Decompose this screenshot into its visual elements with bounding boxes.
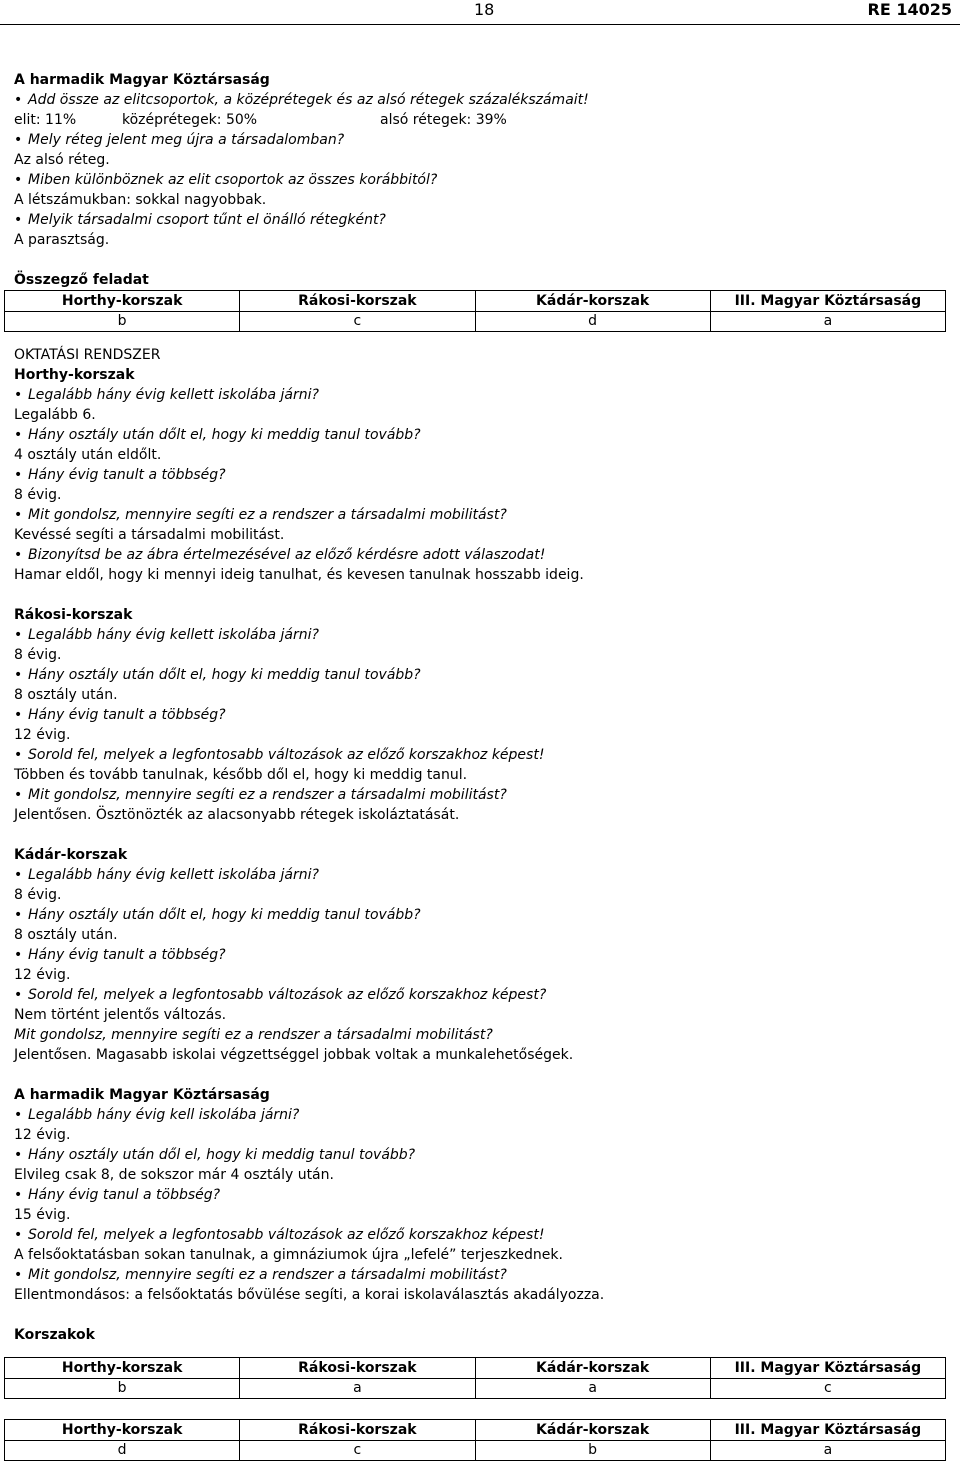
question: • Sorold fel, melyek a legfontosabb változások az előző korszakhoz képest!	[14, 745, 954, 765]
answer: Jelentősen. Magasabb iskolai végzettséggel jobbak voltak a munkalehetőségek.	[14, 1047, 574, 1063]
question: • Mit gondolsz, mennyire segíti ez a rendszer a társadalmi mobilitást?	[14, 505, 954, 525]
rakosi-section-title: Rákosi-korszak	[14, 607, 133, 623]
answer-elite: elit: 11%	[14, 112, 77, 128]
section-title-third-republic: A harmadik Magyar Köztársaság	[14, 72, 270, 88]
answer: Ellentmondásos: a felsőoktatás bővülése segíti, a korai iskolaválasztás akadályozza.	[14, 1287, 605, 1303]
periods-title: Korszakok	[14, 1327, 95, 1343]
periods-cell: a	[475, 1379, 710, 1399]
summary-header-horthy: Horthy-korszak	[5, 291, 240, 312]
periods-cell: b	[5, 1379, 240, 1399]
question: Mit gondolsz, mennyire segíti ez a rendszer a társadalmi mobilitást?	[14, 1027, 493, 1043]
question: • Hány évig tanult a többség?	[14, 465, 954, 485]
question: • Mely réteg jelent meg újra a társadalomban?	[14, 130, 954, 150]
periods-header-kadar: Kádár-korszak	[475, 1358, 710, 1379]
answer: A létszámukban: sokkal nagyobbak.	[14, 192, 267, 208]
question: • Legalább hány évig kellett iskolába járni?	[14, 625, 954, 645]
question: • Hány osztály után dőlt el, hogy ki meddig tanul tovább?	[14, 905, 954, 925]
periods-table-1	[4, 1357, 946, 1399]
page-number: 18	[474, 0, 495, 19]
periods-cell: b	[475, 1441, 710, 1461]
answer: Elvileg csak 8, de sokszor már 4 osztály után.	[14, 1167, 334, 1183]
answer: 12 évig.	[14, 967, 71, 983]
periods-table-2	[4, 1419, 946, 1461]
answer-lower: alsó rétegek: 39%	[380, 112, 507, 128]
answer: 15 évig.	[14, 1207, 71, 1223]
question: • Melyik társadalmi csoport tűnt el önálló rétegként?	[14, 210, 954, 230]
question: • Add össze az elitcsoportok, a középrétegek és az alsó rétegek százalékszámait!	[14, 90, 954, 110]
answer: 8 osztály után.	[14, 687, 118, 703]
page-header	[0, 0, 960, 26]
answer-percentages	[14, 110, 954, 130]
summary-cell: a	[710, 312, 945, 332]
answer: 12 évig.	[14, 727, 71, 743]
periods-cell: d	[5, 1441, 240, 1461]
periods-header-rakosi: Rákosi-korszak	[240, 1420, 475, 1441]
question: • Bizonyítsd be az ábra értelmezésével az előző kérdésre adott válaszodat!	[14, 545, 954, 565]
answer: Hamar eldől, hogy ki mennyi ideig tanulhat, és kevesen tanulnak hosszabb ideig.	[14, 567, 584, 583]
answer: 8 évig.	[14, 647, 62, 663]
periods-cell: c	[240, 1441, 475, 1461]
answer: 12 évig.	[14, 1127, 71, 1143]
question: • Hány évig tanult a többség?	[14, 945, 954, 965]
summary-table	[4, 290, 946, 332]
answer: A felsőoktatásban sokan tanulnak, a gimnáziumok újra „lefelé” terjeszkednek.	[14, 1247, 563, 1263]
summary-header-rakosi: Rákosi-korszak	[240, 291, 475, 312]
question: • Sorold fel, melyek a legfontosabb változások az előző korszakhoz képest!	[14, 1225, 954, 1245]
answer: A parasztság.	[14, 232, 110, 248]
periods-header-third-republic: III. Magyar Köztársaság	[710, 1358, 945, 1379]
periods-header-kadar: Kádár-korszak	[475, 1420, 710, 1441]
summary-cell: d	[475, 312, 710, 332]
periods-header-third-republic: III. Magyar Köztársaság	[710, 1420, 945, 1441]
answer: 8 osztály után.	[14, 927, 118, 943]
periods-header-horthy: Horthy-korszak	[5, 1358, 240, 1379]
header-divider	[0, 24, 960, 25]
question: • Legalább hány évig kellett iskolába járni?	[14, 385, 954, 405]
education-system-title: OKTATÁSI RENDSZER	[14, 347, 161, 363]
answer: Legalább 6.	[14, 407, 96, 423]
document-body	[14, 70, 954, 1461]
horthy-section-title: Horthy-korszak	[14, 367, 135, 383]
summary-header-kadar: Kádár-korszak	[475, 291, 710, 312]
question: • Mit gondolsz, mennyire segíti ez a rendszer a társadalmi mobilitást?	[14, 785, 954, 805]
answer: Többen és tovább tanulnak, később dől el, hogy ki meddig tanul.	[14, 767, 468, 783]
summary-cell: c	[240, 312, 475, 332]
document-id: RE 14025	[867, 0, 952, 19]
answer: 8 évig.	[14, 487, 62, 503]
answer: 8 évig.	[14, 887, 62, 903]
question: • Mit gondolsz, mennyire segíti ez a rendszer a társadalmi mobilitást?	[14, 1265, 954, 1285]
question: • Hány osztály után dőlt el, hogy ki meddig tanul tovább?	[14, 665, 954, 685]
answer: Nem történt jelentős változás.	[14, 1007, 227, 1023]
question: • Hány osztály után dől el, hogy ki meddig tanul tovább?	[14, 1145, 954, 1165]
summary-task-title: Összegző feladat	[14, 272, 149, 288]
kadar-section-title: Kádár-korszak	[14, 847, 128, 863]
question: • Legalább hány évig kell iskolába járni?	[14, 1105, 954, 1125]
summary-header-third-republic: III. Magyar Köztársaság	[710, 291, 945, 312]
question: • Hány osztály után dőlt el, hogy ki meddig tanul tovább?	[14, 425, 954, 445]
answer-middle: középrétegek: 50%	[122, 112, 258, 128]
periods-header-horthy: Horthy-korszak	[5, 1420, 240, 1441]
question: • Legalább hány évig kellett iskolába járni?	[14, 865, 954, 885]
answer: 4 osztály után eldőlt.	[14, 447, 162, 463]
periods-cell: a	[240, 1379, 475, 1399]
answer: Kevéssé segíti a társadalmi mobilitást.	[14, 527, 285, 543]
question: • Hány évig tanult a többség?	[14, 705, 954, 725]
summary-cell: b	[5, 312, 240, 332]
question: • Hány évig tanul a többség?	[14, 1185, 954, 1205]
periods-cell: c	[710, 1379, 945, 1399]
periods-header-rakosi: Rákosi-korszak	[240, 1358, 475, 1379]
question: • Miben különböznek az elit csoportok az összes korábbitól?	[14, 170, 954, 190]
third-republic-section-title: A harmadik Magyar Köztársaság	[14, 1087, 270, 1103]
answer: Jelentősen. Ösztönözték az alacsonyabb rétegek iskoláztatását.	[14, 807, 460, 823]
periods-cell: a	[710, 1441, 945, 1461]
question: • Sorold fel, melyek a legfontosabb változások az előző korszakhoz képest?	[14, 985, 954, 1005]
answer: Az alsó réteg.	[14, 152, 110, 168]
